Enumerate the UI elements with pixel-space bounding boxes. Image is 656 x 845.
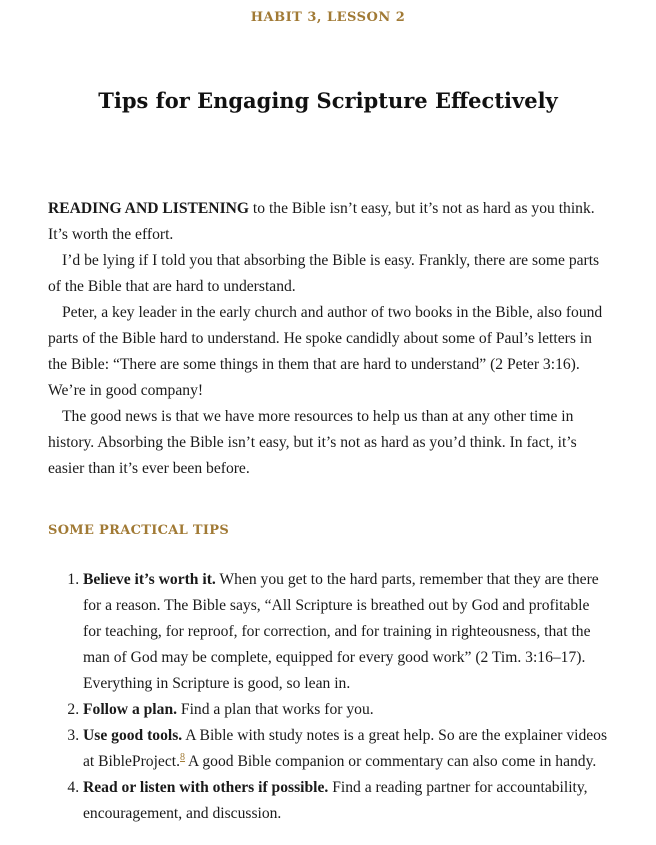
intro-text: to the Bible isn’t easy, but it’s not as hard as you think. It’s worth the effort. [48,200,595,243]
tip-text: A Bible with study notes is a great help. So are the explainer videos at BibleProject. [83,727,608,770]
running-head: HABIT 3, LESSON 2 [250,10,406,25]
tip-lead: Follow a plan. [83,701,178,718]
tip-lead: Believe it’s worth it. [83,571,216,588]
tip-item [83,697,610,723]
tip-text: Find a reading partner for accountability, encouragement, and discussion. [83,779,588,822]
tip-text: Find a plan that works for you. [177,701,374,718]
section-heading: SOME PRACTICAL TIPS [48,523,230,538]
article-body [48,196,610,827]
tip-lead: Read or listen with others if possible. [83,779,329,796]
body-paragraph: The good news is that we have more resources to help us than at any other time in history. Absorbing the Bible isn’t easy, but it’s not as hard as you’d think. In fact, it’s easier than it’s ever been before. [48,408,577,477]
tip-item [83,775,610,827]
tip-item [83,723,610,775]
intro-paragraph [48,196,610,248]
body-paragraph: Peter, a key leader in the early church and author of two books in the Bible, also found parts of the Bible hard to understand. He spoke candidly about some of Paul’s letters in the Bible: “There are some things in them that are hard to understand” (2 Peter 3:16). We’re in good company! [48,304,603,399]
footnote-link[interactable]: 8 [180,751,186,763]
tip-item [83,567,610,697]
tips-list [48,567,610,827]
tip-lead: Use good tools. [83,727,183,744]
tip-text: When you get to the hard parts, remember that they are there for a reason. The Bible says, “All Scripture is breathed out by God and profitable for teaching, for reproof, for correction, and for training in righteousness, that the man of God may be complete, equipped for every good work” (2 Tim. 3:16–17). Everything in Scripture is good, so lean in. [83,571,599,692]
tip-text-continued: A good Bible companion or commentary can also come in handy. [185,753,597,770]
body-paragraph: I’d be lying if I told you that absorbing the Bible is easy. Frankly, there are some parts of the Bible that are hard to understand. [48,252,600,295]
intro-lead: READING AND LISTENING [48,200,250,217]
page-title: Tips for Engaging Scripture Effectively [98,88,558,113]
